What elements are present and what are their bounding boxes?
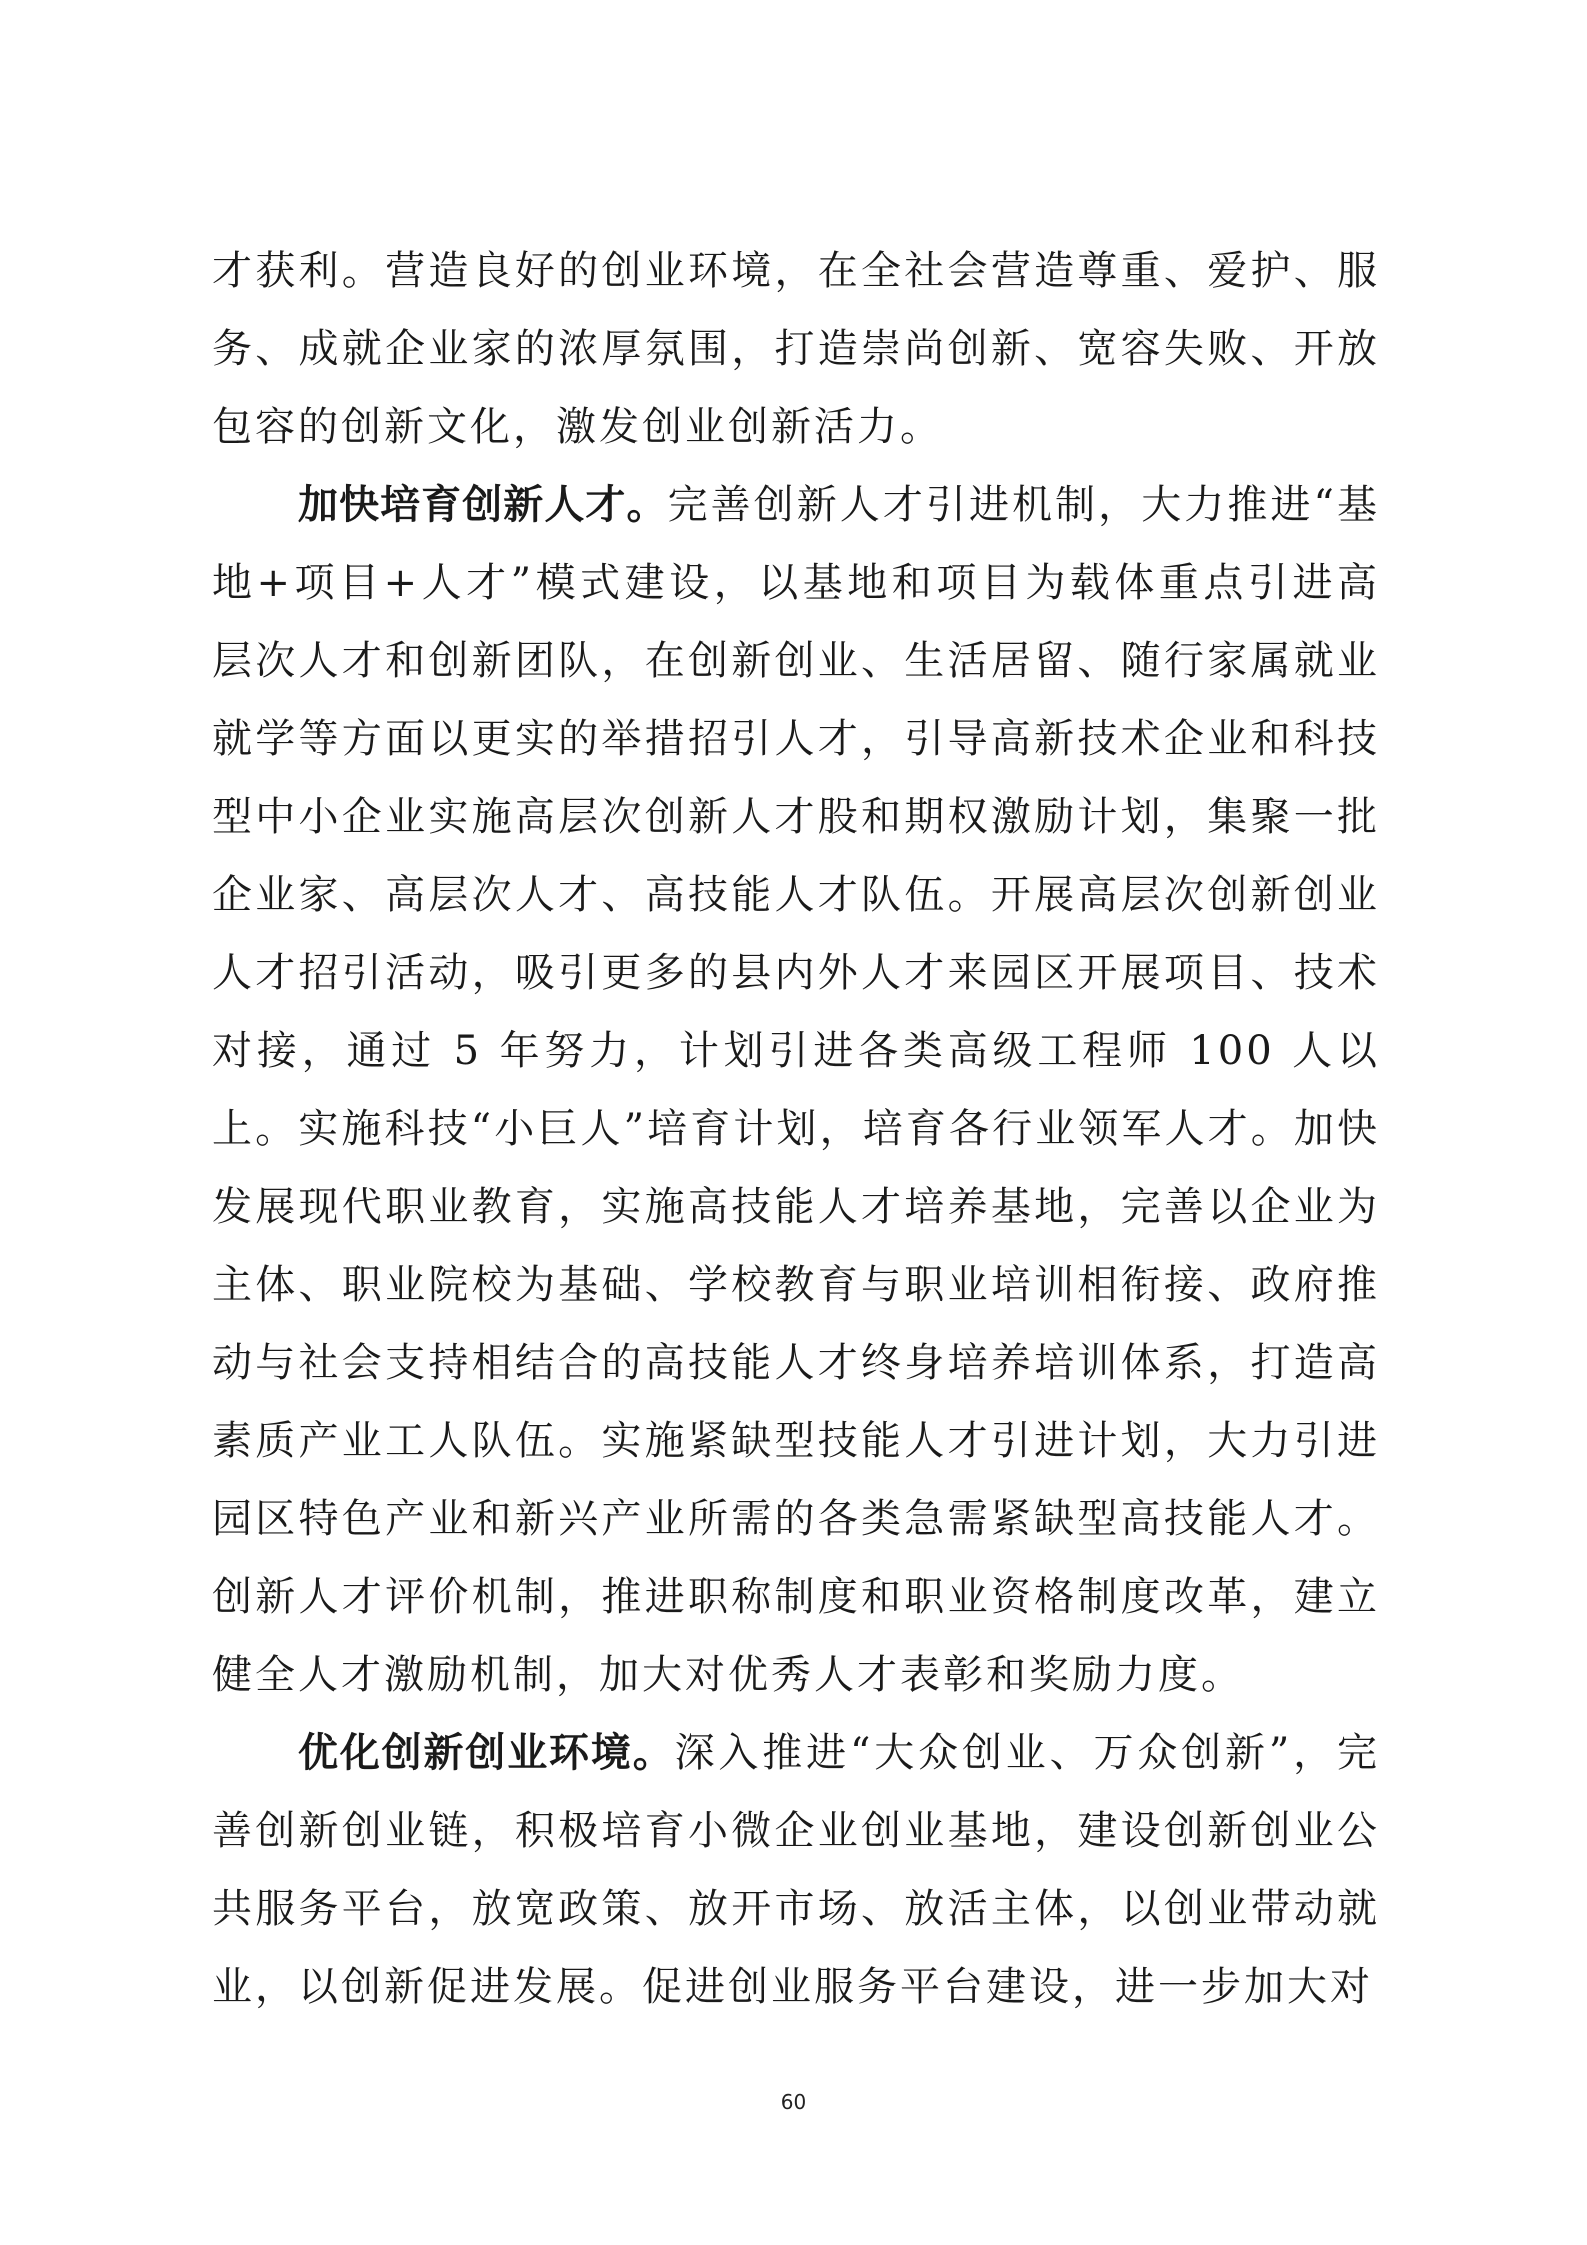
paragraph-text: 深入推进“大众创业、万众创新”，完善创新创业链，积极培育小微企业创业基地，建设创新创业公共服务平台，放宽政策、放开市场、放活主体，以创业带动就业，以创新促进发展。促进创业服务平台建设，进一步加大对	[212, 1730, 1380, 2010]
paragraph-heading: 加快培育创新人才。	[298, 481, 668, 528]
paragraph-heading: 优化创新创业环境。	[298, 1729, 675, 1776]
paragraph-environment	[212, 1714, 1380, 2026]
page-number: 60	[780, 2090, 807, 2114]
paragraph-text: 才获利。营造良好的创业环境，在全社会营造尊重、爱护、服务、成就企业家的浓厚氛围，打造崇尚创新、宽容失败、开放包容的创新文化，激发创业创新活力。	[212, 248, 1380, 450]
paragraph-talent	[212, 466, 1380, 1714]
paragraph-text: 完善创新人才引进机制，大力推进“基地+项目+人才”模式建设，以基地和项目为载体重点引进高层次人才和创新团队，在创新创业、生活居留、随行家属就业就学等方面以更实的举措招引人才，引导高新技术企业和科技型中小企业实施高层次创新人才股和期权激励计划，集聚一批企业家、高层次人才、高技能人才队伍。开展高层次创新创业人才招引活动，吸引更多的县内外人才来园区开展项目、技术对接，通过 5 年努力，计划引进各类高级工程师 100 人以上。实施科技“小巨人”培育计划，培育各行业领军人才。加快发展现代职业教育，实施高技能人才培养基地，完善以企业为主体、职业院校为基础、学校教育与职业培训相衔接、政府推动与社会支持相结合的高技能人才终身培养培训体系，打造高素质产业工人队伍。实施紧缺型技能人才引进计划，大力引进园区特色产业和新兴产业所需的各类急需紧缺型高技能人才。创新人才评价机制，推进职称制度和职业资格制度改革，建立健全人才激励机制，加大对优秀人才表彰和奖励力度。	[212, 482, 1381, 1698]
paragraph-continuation	[212, 232, 1380, 466]
document-body	[212, 232, 1380, 2026]
